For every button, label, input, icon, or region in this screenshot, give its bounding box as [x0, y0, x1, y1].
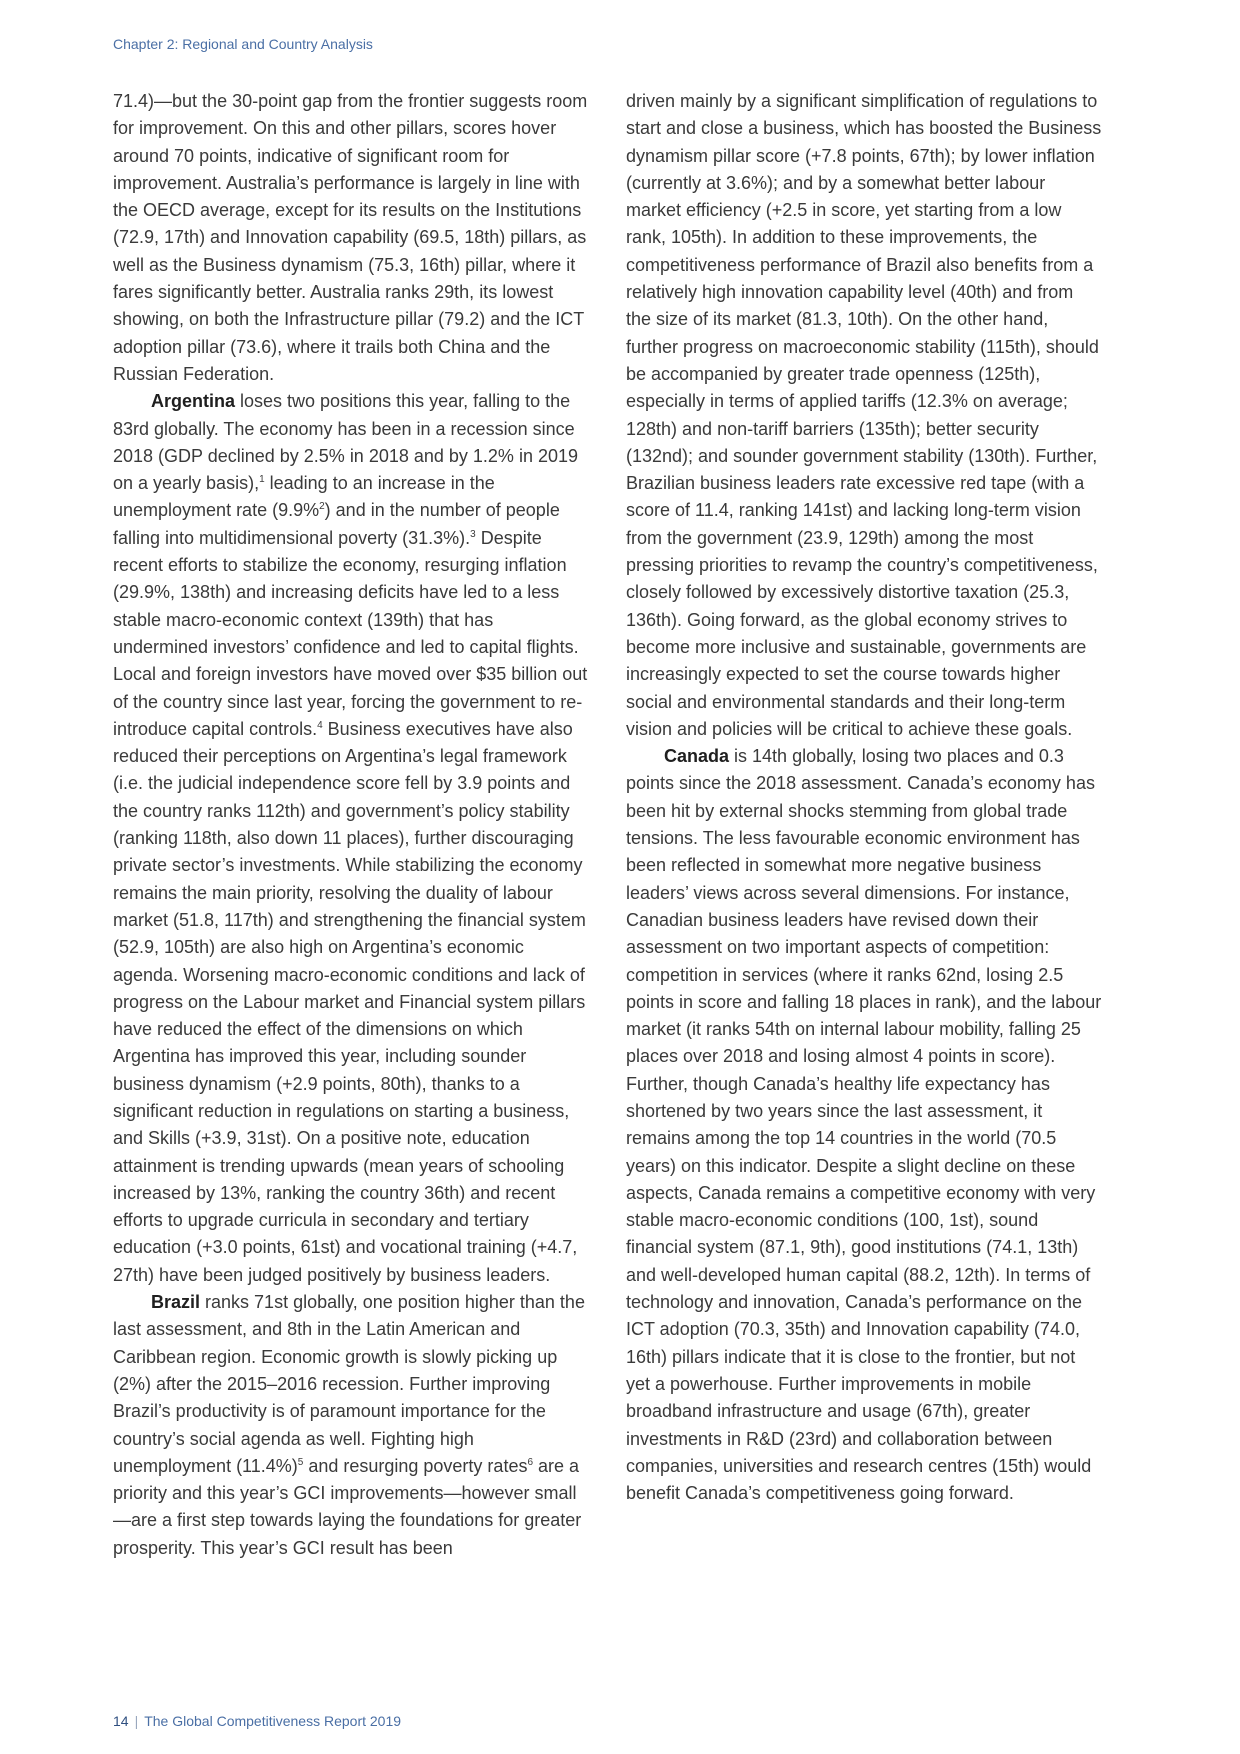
- paragraph-text: are a priority and this year’s GCI improvements—however small—are a first step towards laying the foundations for greater prosperity. This year’s GCI result has been: [113, 1455, 582, 1558]
- paragraph-text: Business executives have also reduced their perceptions on Argentina’s legal framework (i.e. the judicial independence score fell by 3.9 points and the country ranks 112th) and government’s policy stability (ranking 118th, also down 11 places), further discouraging private sector’s investments. While stabilizing the economy remains the main priority, resolving the duality of labour market (51.8, 117th) and strengthening the financial system (52.9, 105th) are also high on Argentina’s economic agenda. Worsening macro-economic conditions and lack of progress on the Labour market and Financial system pillars have reduced the effect of the dimensions on which Argentina has improved this year, including sounder business dynamism (+2.9 points, 80th), thanks to a significant reduction in regulations on starting a business, and Skills (+3.9, 31st). On a positive note, education attainment is trending upwards (mean years of schooling increased by 13%, ranking the country 36th) and recent efforts to upgrade curricula in secondary and tertiary education (+3.0 points, 61st) and vocational training (+4.7, 27th) have been judged positively by business leaders.: [113, 718, 586, 1285]
- paragraph-text: and resurging poverty rates: [303, 1455, 528, 1476]
- footnote-ref-1[interactable]: 1: [259, 474, 265, 486]
- right-column: [626, 88, 1102, 1507]
- footnote-ref-5[interactable]: 5: [297, 1456, 304, 1468]
- page-footer: [113, 1713, 401, 1729]
- paragraph-text: leading to an increase in the unemployment rate (9.9%: [113, 473, 495, 521]
- paragraph-text: ranks 71st globally, one position higher than the last assessment, and 8th in the Latin American and Caribbean region. Economic growth is slowly picking up (2%) after the 2015–2016 recession. Further improving Brazil’s productivity is of paramount importance for the country’s social agenda as well. Fighting high unemployment (11.4%): [113, 1292, 585, 1476]
- left-column: [113, 88, 589, 1562]
- country-name-brazil: Brazil: [151, 1292, 201, 1313]
- paragraph-text: is 14th globally, losing two places and 0.3 points since the 2018 assessment. Canada’s economy has been hit by external shocks stemming from global trade tensions. The less favourable economic environment has been reflected in somewhat more negative business leaders’ views across several dimensions. For instance, Canadian business leaders have revised down their assessment on two important aspects of competition: competition in services (where it ranks 62nd, losing 2.5 points in score and falling 18 places in rank), and the labour market (it ranks 54th on internal labour mobility, falling 25 places over 2018 and losing almost 4 points in score). Further, though Canada’s healthy life expectancy has shortened by two years since the last assessment, it remains among the top 14 countries in the world (70.5 years) on this indicator. Despite a slight decline on these aspects, Canada remains a competitive economy with very stable macro-economic conditions (100, 1st), sound financial system (87.1, 9th), good institutions (74.1, 13th) and well-developed human capital (88.2, 12th). In terms of technology and innovation, Canada’s performance on the ICT adoption (70.3, 35th) and Innovation capability (74.0, 16th) pillars indicate that it is close to the frontier, but not yet a powerhouse. Further improvements in mobile broadband infrastructure and usage (67th), greater investments in R&D (23rd) and collaboration between companies, universities and research centres (15th) would benefit Canada’s competitiveness going forward.: [626, 746, 1102, 1504]
- paragraph-text: Despite recent efforts to stabilize the economy, resurging inflation (29.9%, 138th) and increasing deficits have led to a less stable macro-economic context (139th) that has undermined investors’ confidence and led to capital flights. Local and foreign investors have moved over $35 billion out of the country since last year, forcing the government to re-introduce capital controls.: [113, 527, 588, 739]
- report-title: The Global Competitiveness Report 2019: [144, 1713, 402, 1729]
- footer-separator: |: [134, 1713, 139, 1729]
- australia-paragraph-continued: 71.4)—but the 30-point gap from the frontier suggests room for improvement. On this and other pillars, scores hover around 70 points, indicative of significant room for improvement. Australia’s performance is largely in line with the OECD average, except for its results on the Institutions (72.9, 17th) and Innovation capability (69.5, 18th) pillars, as well as the Business dynamism (75.3, 16th) pillar, where it fares significantly better. Australia ranks 29th, its lowest showing, on both the Infrastructure pillar (79.2) and the ICT adoption pillar (73.6), where it trails both China and the Russian Federation.: [113, 91, 588, 384]
- canada-paragraph: [626, 743, 1102, 1507]
- page-number: 14: [113, 1713, 129, 1729]
- paragraph-text: ) and in the number of people falling into multidimensional poverty (31.3%).: [113, 500, 560, 548]
- running-header: Chapter 2: Regional and Country Analysis: [113, 36, 373, 52]
- brazil-paragraph-continued: driven mainly by a significant simplification of regulations to start and close a business, which has boosted the Business dynamism pillar score (+7.8 points, 67th); by lower inflation (currently at 3.6%); and by a somewhat better labour market efficiency (+2.5 in score, yet starting from a low rank, 105th). In addition to these improvements, the competitiveness performance of Brazil also benefits from a relatively high innovation capability level (40th) and from the size of its market (81.3, 10th). On the other hand, further progress on macroeconomic stability (115th), should be accompanied by greater trade openness (125th), especially in terms of applied tariffs (12.3% on average; 128th) and non-tariff barriers (135th); better security (132nd); and sounder government stability (130th). Further, Brazilian business leaders rate excessive red tape (with a score of 11.4, ranking 141st) and lacking long-term vision from the government (23.9, 129th) among the most pressing priorities to revamp the country’s competitiveness, closely followed by excessively distortive taxation (25.3, 136th). Going forward, as the global economy strives to become more inclusive and sustainable, governments are increasingly expected to set the course towards higher social and environmental standards and their long-term vision and policies will be critical to achieve these goals.: [626, 91, 1102, 739]
- footnote-ref-2[interactable]: 2: [319, 501, 325, 513]
- argentina-paragraph: [113, 388, 589, 1289]
- brazil-paragraph: [113, 1289, 589, 1562]
- paragraph-text: loses two positions this year, falling to the 83rd globally. The economy has been in a recession since 2018 (GDP declined by 2.5% in 2018 and by 1.2% in 2019 on a yearly basis),: [113, 391, 578, 494]
- country-name-argentina: Argentina: [151, 391, 236, 412]
- footnote-ref-4[interactable]: 4: [317, 719, 323, 731]
- footnote-ref-3[interactable]: 3: [470, 528, 476, 540]
- footnote-ref-6[interactable]: 6: [527, 1456, 534, 1468]
- country-name-canada: Canada: [664, 746, 730, 767]
